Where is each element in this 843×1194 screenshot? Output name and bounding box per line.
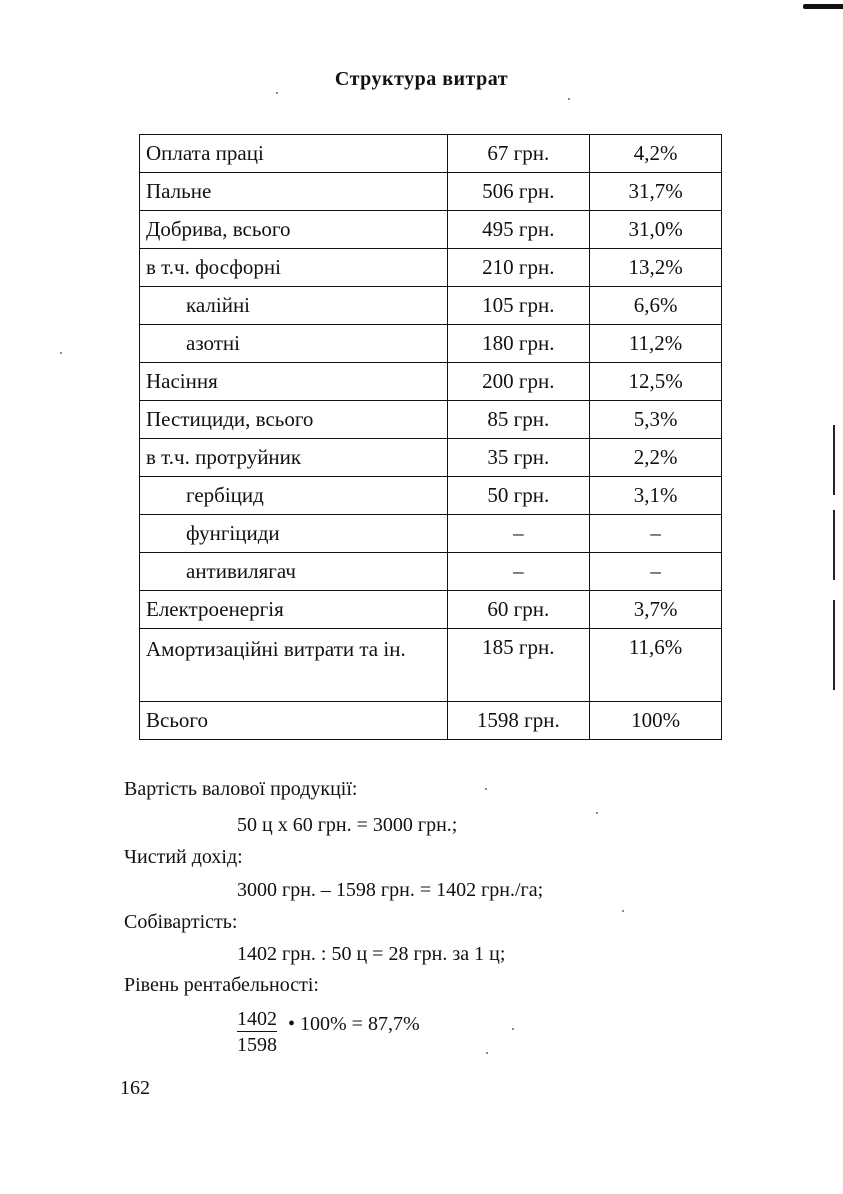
- cost-item-name: калійні: [140, 287, 448, 325]
- cost-item-sum: 180 грн.: [447, 325, 590, 363]
- table-row: [140, 249, 722, 287]
- gross-output-formula: 50 ц х 60 грн. = 3000 грн.;: [237, 814, 458, 836]
- cost-item-sum: 67 грн.: [447, 135, 590, 173]
- scan-speck: [596, 812, 598, 814]
- cost-item-percent: 12,5%: [590, 363, 722, 401]
- scan-speck: [622, 910, 624, 912]
- cost-item-name: Амортизаційні витрати та ін.: [140, 629, 448, 702]
- net-income-formula: 3000 грн. – 1598 грн. = 1402 грн./га;: [237, 879, 544, 901]
- cost-table-body: [140, 135, 722, 740]
- table-row: [140, 629, 722, 702]
- cost-item-sum: 35 грн.: [447, 439, 590, 477]
- cost-item-name: в т.ч. протруйник: [140, 439, 448, 477]
- table-row: [140, 477, 722, 515]
- scan-speck: [568, 98, 570, 100]
- cost-item-name: антивилягач: [140, 553, 448, 591]
- scan-margin-line: [833, 600, 835, 690]
- scan-margin-line: [833, 425, 835, 495]
- table-row: [140, 211, 722, 249]
- cost-item-percent: –: [590, 553, 722, 591]
- cost-item-percent: 3,7%: [590, 591, 722, 629]
- cost-item-percent: 31,0%: [590, 211, 722, 249]
- fraction-denominator: 1598: [237, 1034, 277, 1056]
- cost-item-sum: 105 грн.: [447, 287, 590, 325]
- cost-item-sum: 210 грн.: [447, 249, 590, 287]
- cost-item-name: Всього: [140, 702, 448, 740]
- fraction-numerator: 1402: [237, 1008, 277, 1030]
- table-row: [140, 287, 722, 325]
- cost-item-percent: 11,2%: [590, 325, 722, 363]
- profitability-label: Рівень рентабельності:: [124, 974, 319, 996]
- cost-item-name: в т.ч. фосфорні: [140, 249, 448, 287]
- cost-item-sum: 60 грн.: [447, 591, 590, 629]
- cost-item-name: Оплата праці: [140, 135, 448, 173]
- cost-item-name: фунгіциди: [140, 515, 448, 553]
- scan-speck: [60, 352, 62, 354]
- table-row: [140, 135, 722, 173]
- cost-item-name: азотні: [140, 325, 448, 363]
- cost-item-percent: 4,2%: [590, 135, 722, 173]
- cost-price-formula: 1402 грн. : 50 ц = 28 грн. за 1 ц;: [237, 943, 506, 965]
- table-row: [140, 591, 722, 629]
- table-row: [140, 363, 722, 401]
- cost-item-percent: 5,3%: [590, 401, 722, 439]
- cost-item-sum: 85 грн.: [447, 401, 590, 439]
- scan-speck: [486, 1052, 488, 1054]
- cost-item-sum: 495 грн.: [447, 211, 590, 249]
- gross-output-label: Вартість валової продукції:: [124, 778, 358, 800]
- scan-edge-mark: [803, 4, 843, 9]
- cost-item-percent: 2,2%: [590, 439, 722, 477]
- cost-item-sum: 1598 грн.: [447, 702, 590, 740]
- cost-item-name: гербіцид: [140, 477, 448, 515]
- page-number: 162: [120, 1077, 150, 1099]
- table-row: [140, 173, 722, 211]
- cost-structure-table: [139, 134, 722, 740]
- cost-item-percent: 31,7%: [590, 173, 722, 211]
- scan-margin-line: [833, 510, 835, 580]
- profitability-result: • 100% = 87,7%: [288, 1013, 420, 1035]
- cost-item-percent: 6,6%: [590, 287, 722, 325]
- page-title: Структура витрат: [334, 68, 509, 90]
- profitability-fraction: [237, 1007, 277, 1058]
- cost-item-percent: 100%: [590, 702, 722, 740]
- cost-item-name: Насіння: [140, 363, 448, 401]
- table-row: [140, 401, 722, 439]
- scan-speck: [512, 1028, 514, 1030]
- table-row: [140, 439, 722, 477]
- table-row: [140, 553, 722, 591]
- cost-item-percent: 3,1%: [590, 477, 722, 515]
- cost-item-percent: 11,6%: [590, 629, 722, 702]
- scan-speck: [485, 788, 487, 790]
- cost-item-sum: –: [447, 553, 590, 591]
- cost-item-sum: –: [447, 515, 590, 553]
- cost-item-sum: 506 грн.: [447, 173, 590, 211]
- cost-item-sum: 200 грн.: [447, 363, 590, 401]
- cost-item-percent: –: [590, 515, 722, 553]
- cost-item-name: Добрива, всього: [140, 211, 448, 249]
- table-row: [140, 325, 722, 363]
- cost-price-label: Собівартість:: [124, 911, 238, 933]
- cost-item-sum: 50 грн.: [447, 477, 590, 515]
- cost-item-name: Пальне: [140, 173, 448, 211]
- net-income-label: Чистий дохід:: [124, 846, 243, 868]
- cost-item-percent: 13,2%: [590, 249, 722, 287]
- cost-item-name: Пестициди, всього: [140, 401, 448, 439]
- table-row: [140, 515, 722, 553]
- table-row: [140, 702, 722, 740]
- scan-speck: [276, 92, 278, 94]
- cost-item-name: Електроенергія: [140, 591, 448, 629]
- cost-item-sum: 185 грн.: [447, 629, 590, 702]
